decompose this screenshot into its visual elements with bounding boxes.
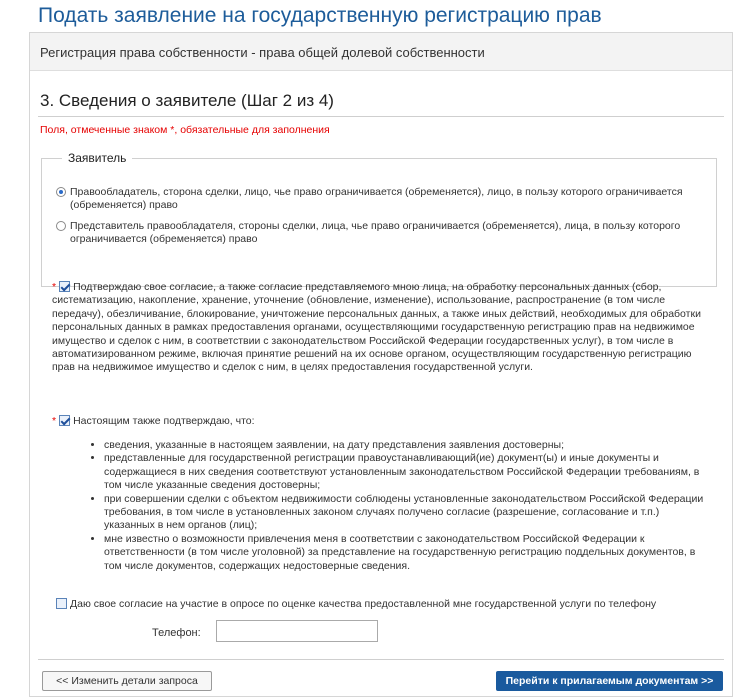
confirm-text: Настоящим также подтверждаю, что: xyxy=(73,415,255,427)
required-mark: * xyxy=(52,281,57,293)
confirm-list xyxy=(92,439,710,573)
phone-input[interactable] xyxy=(216,620,378,642)
required-fields-note: Поля, отмеченные знаком *, обязательные для заполнения xyxy=(40,124,330,136)
applicant-fieldset xyxy=(41,151,717,287)
list-item: • сведения, указанные в настоящем заявлении, на дату представления заявления достоверны; xyxy=(104,439,710,452)
survey-text: Даю свое согласие на участие в опросе по оценке качества предоставленной мне государственной услуги по телефону xyxy=(70,598,657,610)
applicant-legend: Заявитель xyxy=(68,151,127,165)
divider xyxy=(38,659,724,660)
form-panel xyxy=(29,32,733,697)
confirm-checkbox[interactable] xyxy=(59,415,70,426)
phone-label: Телефон: xyxy=(152,627,201,639)
radio-owner[interactable] xyxy=(56,187,66,197)
page-title: Подать заявление на государственную регистрацию прав xyxy=(38,4,602,27)
list-item: • мне известно о возможности привлечения меня в соответствии с законодательством Российской Федерации к ответственности (в том числе уголовной) за представление на государственную регистрацию поддельных документов, в том числе документов, содержащих недостоверные сведения. xyxy=(104,533,710,573)
next-button[interactable]: Перейти к прилагаемым документам >> xyxy=(496,671,723,691)
survey-checkbox[interactable] xyxy=(56,598,67,609)
back-button[interactable]: << Изменить детали запроса xyxy=(42,671,212,691)
applicant-option-representative[interactable] xyxy=(56,220,706,246)
step-title: 3. Сведения о заявителе (Шаг 2 из 4) xyxy=(40,91,334,110)
consent-block xyxy=(52,281,712,375)
divider xyxy=(38,116,724,117)
applicant-option-owner[interactable] xyxy=(56,186,706,212)
radio-representative-label: Представитель правообладателя, стороны сделки, лица, чье право ограничивается (обременяется), лица, в пользу которого ограничивается (обременяется) право xyxy=(70,220,681,245)
list-item: • представленные для государственной регистрации правоустанавливающий(ие) документ(ы) и иные документы и содержащиеся в них сведения соответствуют установленным законодательством Российской Федерации требованиям, в том числе указанные сведения достоверны; xyxy=(104,452,710,492)
radio-representative[interactable] xyxy=(56,221,66,231)
panel-header: Регистрация права собственности - права общей долевой собственности xyxy=(30,33,732,71)
list-item: • при совершении сделки с объектом недвижимости соблюдены установленные законодательством Российской Федерации требования, в том числе в установленных законом случаях получено согласие (разрешение, согласование и т.п.) указанных в нем органов (лиц); xyxy=(104,493,710,533)
consent-text: Подтверждаю свое согласие, а также согласие представляемого мною лица, на обработку персональных данных (сбор, систематизацию, накопление, хранение, уточнение (обновление, изменение), использование, распространение (в том числе передачу), обезличивание, блокирование, уничтожение персональных данных, а также иных действий, необходимых для обработки персональных данных в рамках предоставления органами, осуществляющими государственную регистрацию прав на недвижимое имущество и сделок с ним, в соответствии с законодательством Российской Федерации государственных услуг), в том числе в автоматизированном режиме, включая принятие решений на их основе органом, осуществляющим государственную регистрацию прав на недвижимое имущество и сделок с ним, в целях предоставления государственной услуги. xyxy=(52,281,701,374)
survey-block xyxy=(56,598,716,611)
confirm-block xyxy=(52,415,712,428)
required-mark: * xyxy=(52,415,57,427)
consent-checkbox[interactable] xyxy=(59,281,70,292)
radio-owner-label: Правообладатель, сторона сделки, лицо, чье право ограничивается (обременяется), лицо, в пользу которого ограничивается (обременяется) право xyxy=(70,186,683,211)
